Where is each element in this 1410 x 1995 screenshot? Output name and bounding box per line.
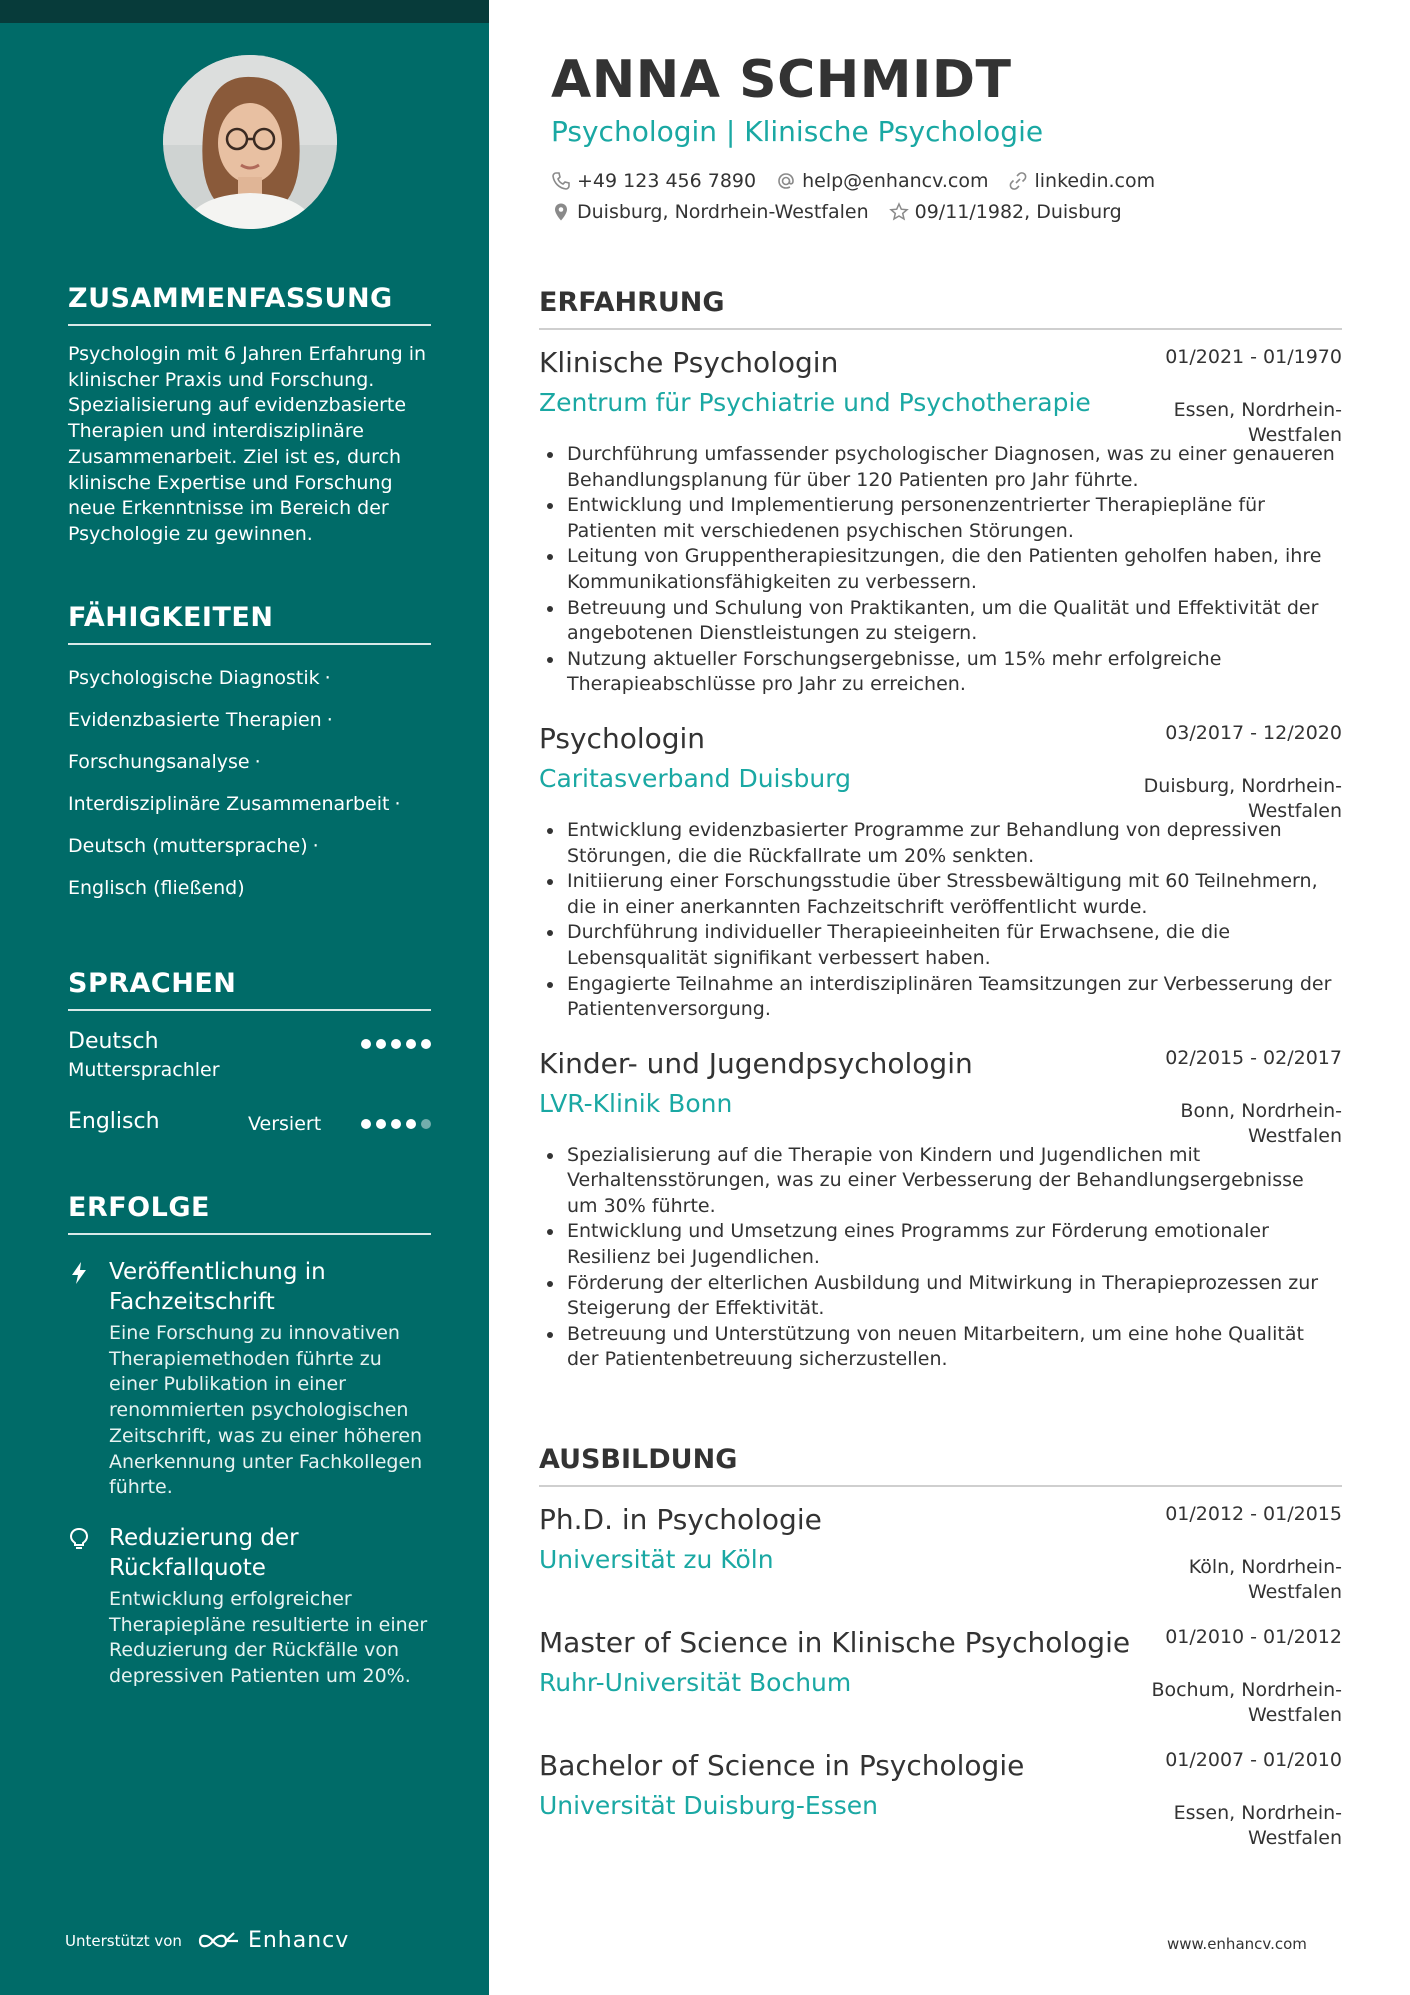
lightbulb-icon: [68, 1527, 90, 1551]
job-bullet: Engagierte Teilnahme an interdisziplinären Teamsitzungen zur Verbesserung der Patientenversorgung.: [539, 972, 1336, 1023]
job-bullet: Betreuung und Schulung von Praktikanten, um die Qualität und Effektivität der angebotenen Dienstleistungen zu steigern.: [539, 596, 1336, 647]
language-name: Deutsch: [68, 1029, 159, 1054]
achievement-item: [68, 1257, 431, 1501]
education-title: AUSBILDUNG: [539, 1444, 1342, 1487]
rating-dot-empty: [421, 1119, 431, 1129]
contact-email[interactable]: [776, 170, 988, 192]
job-bullet: Initiierung einer Forschungsstudie über Stressbewältigung mit 60 Teilnehmern, die in einer anerkannten Fachzeitschrift veröffentlicht wurde.: [539, 869, 1336, 920]
skill-item: Psychologische Diagnostik ·: [68, 667, 331, 689]
job-bullet: Nutzung aktueller Forschungsergebnisse, um 15% mehr erfolgreiche Therapieabschlüsse pro Jahr zu erreichen.: [539, 647, 1336, 698]
education-school: Universität Duisburg-Essen: [539, 1791, 878, 1820]
achievement-description: Entwicklung erfolgreicher Therapiepläne resultierte in einer Reduzierung der Rückfälle von depressiven Patienten um 20%.: [109, 1587, 428, 1688]
enhancv-logo-icon: [196, 1929, 242, 1953]
powered-by: [65, 1928, 349, 1953]
summary-title: ZUSAMMENFASSUNG: [68, 283, 431, 326]
job-location: Duisburg, Nordrhein-Westfalen: [1143, 774, 1342, 822]
education-location: Köln, Nordrhein-Westfalen: [1188, 1556, 1342, 1603]
language-name: Englisch: [68, 1109, 160, 1134]
job-bullet: Durchführung umfassender psychologischer Diagnosen, was zu einer genaueren Behandlungsplanung für über 120 Patienten pro Jahr führte.: [539, 442, 1336, 493]
education-entry: [539, 1501, 1342, 1624]
experience-entry: [539, 720, 1342, 1023]
phone-icon: [551, 171, 571, 191]
language-rating: [361, 1119, 431, 1129]
languages-title: SPRACHEN: [68, 968, 431, 1011]
location-text: Duisburg, Nordrhein-Westfalen: [577, 201, 869, 223]
skills-title: FÄHIGKEITEN: [68, 602, 431, 645]
job-location: Essen, Nordrhein-Westfalen: [1173, 399, 1342, 446]
brand-name: Enhancv: [247, 1928, 350, 1953]
contact-website[interactable]: [1008, 170, 1155, 192]
skill-item: Interdisziplinäre Zusammenarbeit ·: [68, 793, 401, 815]
education-entry: [539, 1624, 1342, 1747]
at-icon: [776, 171, 796, 191]
skill-item: Deutsch (muttersprache) ·: [68, 835, 319, 857]
email-text: help@enhancv.com: [802, 170, 989, 192]
education-date: 01/2007 - 01/2010: [1165, 1749, 1342, 1771]
education-location: Bochum, Nordrhein-Westfalen: [1151, 1679, 1342, 1726]
skill-item: Forschungsanalyse ·: [68, 751, 261, 773]
job-bullet: Entwicklung evidenzbasierter Programme zur Behandlung von depressiven Störungen, die die Rückfallrate um 20% senkten.: [539, 818, 1336, 869]
language-rating: [361, 1039, 431, 1049]
star-icon: [889, 202, 909, 222]
phone-text: +49 123 456 7890: [577, 170, 757, 192]
sidebar: [0, 0, 489, 1995]
contact-location: [551, 201, 869, 223]
birth-text: 09/11/1982, Duisburg: [914, 201, 1122, 223]
achievement-title: Veröffentlichung in Fachzeitschrift: [109, 1259, 326, 1315]
rating-dot-filled: [421, 1039, 431, 1049]
website-text: linkedin.com: [1034, 170, 1156, 192]
job-bullet: Betreuung und Unterstützung von neuen Mitarbeitern, um eine hohe Qualität der Patientenbetreuung sicherzustellen.: [539, 1322, 1336, 1373]
education-school: Universität zu Köln: [539, 1545, 774, 1574]
candidate-name: ANNA SCHMIDT: [551, 50, 1012, 110]
experience-title: ERFAHRUNG: [539, 287, 1342, 330]
lightning-icon: [68, 1261, 90, 1285]
job-bullets: [539, 1143, 1342, 1373]
education-degree: Ph.D. in Psychologie: [539, 1503, 822, 1536]
job-bullets: [539, 442, 1342, 698]
education-section: [539, 1444, 1342, 1870]
location-pin-icon: [551, 202, 571, 222]
language-row-englisch: [68, 1109, 431, 1189]
rating-dot-filled: [376, 1119, 386, 1129]
avatar: [163, 55, 337, 229]
contact-row-1: [551, 170, 1175, 192]
rating-dot-filled: [361, 1039, 371, 1049]
achievements-title: ERFOLGE: [68, 1192, 431, 1235]
achievement-description: Eine Forschung zu innovativen Therapiemethoden führte zu einer Publikation in einer renommierten psychologischen Zeitschrift, was zu einer höheren Anerkennung unter Fachkollegen führte.: [109, 1322, 423, 1499]
job-bullet: Entwicklung und Umsetzung eines Programms zur Förderung emotionaler Resilienz bei Jugendlichen.: [539, 1219, 1336, 1270]
job-role: Klinische Psychologin: [539, 346, 839, 379]
job-date: 03/2017 - 12/2020: [1165, 721, 1342, 744]
job-company: Zentrum für Psychiatrie und Psychotherapie: [539, 388, 1091, 417]
job-bullets: [539, 818, 1342, 1023]
contact-phone: [551, 170, 756, 192]
job-date: 02/2015 - 02/2017: [1165, 1046, 1342, 1069]
rating-dot-filled: [391, 1119, 401, 1129]
experience-section: [539, 287, 1342, 1373]
job-bullet: Entwicklung und Implementierung personenzentrierter Therapiepläne für Patienten mit verschiedenen psychischen Störungen.: [539, 493, 1336, 544]
achievement-title: Reduzierung der Rückfallquote: [109, 1524, 299, 1581]
skills-list: [68, 657, 431, 909]
education-entry: [539, 1747, 1342, 1870]
skill-item: Evidenzbasierte Therapien ·: [68, 709, 333, 731]
skills-section: [68, 602, 431, 909]
contact-birth: [889, 201, 1122, 223]
education-date: 01/2012 - 01/2015: [1165, 1503, 1342, 1525]
job-company: Caritasverband Duisburg: [539, 763, 851, 793]
job-bullet: Spezialisierung auf die Therapie von Kindern und Jugendlichen mit Verhaltensstörungen, was zu einer Verbesserung der Behandlungsergebnisse um 30% führte.: [539, 1143, 1336, 1220]
sidebar-top-bar: [0, 0, 489, 23]
job-company: LVR-Klinik Bonn: [539, 1088, 733, 1118]
footer-website[interactable]: www.enhancv.com: [1167, 1935, 1307, 1953]
languages-section: [68, 968, 431, 1189]
experience-entry: [539, 1045, 1342, 1373]
job-bullet: Förderung der elterlichen Ausbildung und Mitwirkung in Therapieprozessen zur Steigerung der Effektivität.: [539, 1271, 1336, 1322]
job-bullet: Leitung von Gruppentherapiesitzungen, die den Patienten geholfen haben, ihre Kommunikationsfähigkeiten zu verbessern.: [539, 544, 1336, 595]
link-icon: [1008, 171, 1028, 191]
job-role: Psychologin: [539, 721, 706, 755]
language-level: Versiert: [248, 1113, 322, 1135]
skill-item: Englisch (fließend): [68, 877, 245, 899]
summary-section: [68, 283, 431, 548]
rating-dot-filled: [376, 1039, 386, 1049]
education-school: Ruhr-Universität Bochum: [539, 1668, 852, 1697]
job-bullet: Durchführung individueller Therapieeinheiten für Erwachsene, die die Lebensqualität signifikant verbessert haben.: [539, 920, 1336, 971]
rating-dot-filled: [406, 1039, 416, 1049]
rating-dot-filled: [361, 1119, 371, 1129]
experience-entry: [539, 344, 1342, 698]
language-level: Muttersprachler: [68, 1059, 220, 1081]
education-location: Essen, Nordrhein-Westfalen: [1173, 1802, 1342, 1849]
education-degree: Bachelor of Science in Psychologie: [539, 1749, 1025, 1782]
powered-by-label: Unterstützt von: [65, 1931, 182, 1950]
language-row-deutsch: [68, 1029, 431, 1109]
education-degree: Master of Science in Klinische Psychologie: [539, 1626, 1131, 1659]
rating-dot-filled: [391, 1039, 401, 1049]
education-date: 01/2010 - 01/2012: [1165, 1626, 1342, 1648]
job-role: Kinder- und Jugendpsychologin: [539, 1046, 973, 1080]
job-location: Bonn, Nordrhein-Westfalen: [1180, 1099, 1342, 1147]
achievement-item: [68, 1523, 431, 1690]
job-date: 01/2021 - 01/1970: [1165, 346, 1342, 368]
headline: Psychologin | Klinische Psychologie: [551, 115, 1044, 148]
rating-dot-filled: [406, 1119, 416, 1129]
contact-row-2: [551, 201, 1142, 223]
summary-text: Psychologin mit 6 Jahren Erfahrung in klinischer Praxis und Forschung. Spezialisierung auf evidenzbasierte Therapien und interdisziplinäre Zusammenarbeit. Ziel ist es, durch klinische Expertise und Forschung neue Erkenntnisse im Bereich der Psychologie zu gewinnen.: [68, 343, 427, 545]
achievements-section: [68, 1192, 431, 1690]
